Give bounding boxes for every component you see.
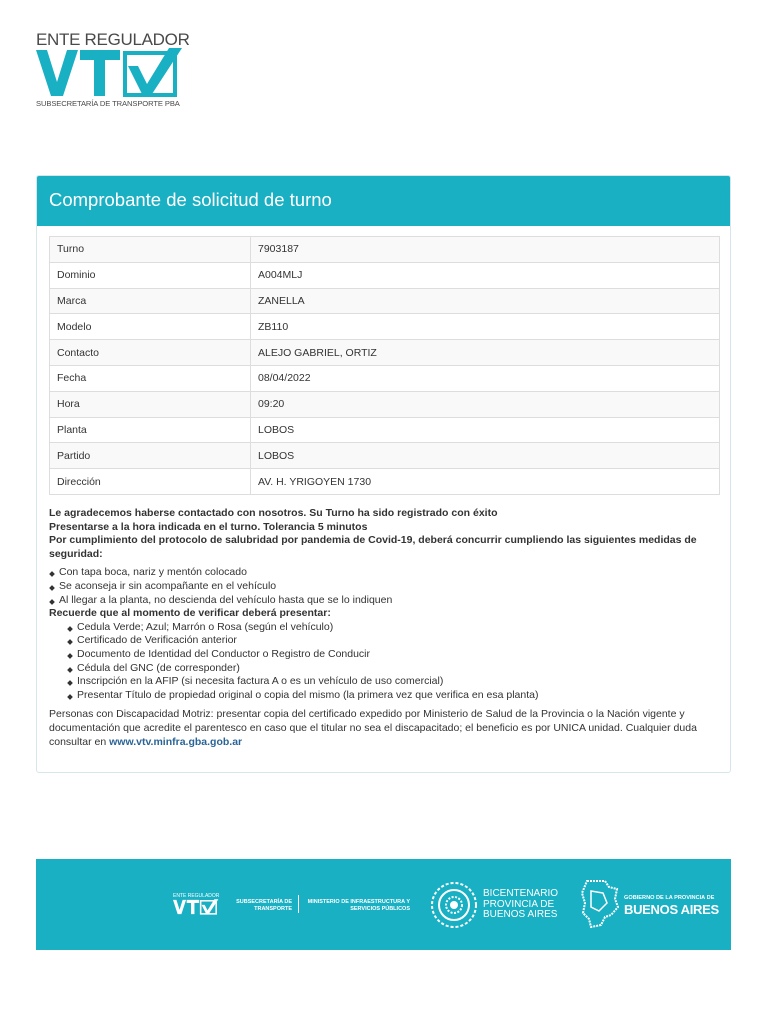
bicentenario-text <box>483 889 558 921</box>
row-label: Partido <box>50 443 251 469</box>
buenos-aires-text: BUENOS AIRES <box>624 902 719 917</box>
logo-subsecretaria: SUBSECRETARÍA DE TRANSPORTE PBA <box>36 99 180 108</box>
row-label: Fecha <box>50 365 251 391</box>
covid-text: Por cumplimiento del protocolo de salubridad por pandemia de Covid-19, deberá concurrir cumpliendo las siguientes medidas de seguridad: <box>49 534 697 560</box>
list-item: Con tapa boca, nariz y mentón colocado <box>49 566 721 580</box>
list-item: Se aconseja ir sin acompañante en el vehículo <box>49 580 721 594</box>
row-label: Modelo <box>50 314 251 340</box>
documents-list <box>49 621 721 703</box>
list-item: Presentar Título de propiedad original o copia del mismo (la primera vez que verifica en esa planta) <box>67 689 721 703</box>
row-label: Dirección <box>50 469 251 495</box>
bicentenario-line-3: BUENOS AIRES <box>483 909 558 920</box>
row-value: ZB110 <box>251 314 720 340</box>
logo-ente-regulador: ENTE REGULADOR <box>36 30 190 49</box>
table-row <box>50 391 720 417</box>
vtv-logo <box>36 30 190 112</box>
row-label: Dominio <box>50 262 251 288</box>
bicentenario-emblem-icon <box>429 880 479 930</box>
footer-banner <box>36 859 731 950</box>
row-label: Hora <box>50 391 251 417</box>
table-row <box>50 443 720 469</box>
row-value: 08/04/2022 <box>251 365 720 391</box>
table-row <box>50 262 720 288</box>
row-value: AV. H. YRIGOYEN 1730 <box>251 469 720 495</box>
table-row <box>50 288 720 314</box>
row-label: Contacto <box>50 340 251 366</box>
list-item: Al llegar a la planta, no descienda del vehículo hasta que se lo indiquen <box>49 594 721 608</box>
table-row <box>50 314 720 340</box>
row-value: ALEJO GABRIEL, ORTIZ <box>251 340 720 366</box>
footer-divider <box>298 895 299 913</box>
footer-subsecretaria: SUBSECRETARÍA DE TRANSPORTE <box>236 899 292 912</box>
province-map-icon <box>581 879 619 929</box>
row-label: Planta <box>50 417 251 443</box>
covid-list <box>49 566 721 607</box>
row-value: LOBOS <box>251 417 720 443</box>
vtv-website-link[interactable]: www.vtv.minfra.gba.gob.ar <box>109 735 243 748</box>
row-value: A004MLJ <box>251 262 720 288</box>
table-row <box>50 469 720 495</box>
card-title: Comprobante de solicitud de turno <box>49 189 332 210</box>
arrive-text: Presentarse a la hora indicada en el turno. Tolerancia 5 minutos <box>49 520 368 533</box>
remember-text: Recuerde que al momento de verificar deberá presentar: <box>49 607 331 620</box>
row-value: 7903187 <box>251 237 720 263</box>
list-item: Documento de Identidad del Conductor o Registro de Conducir <box>67 648 721 662</box>
thanks-text: Le agradecemos haberse contactado con nosotros. Su Turno ha sido registrado con éxito <box>49 507 498 519</box>
list-item: Cédula del GNC (de corresponder) <box>67 662 721 676</box>
gobierno-text: GOBIERNO DE LA PROVINCIA DE <box>624 895 715 901</box>
footer-ministerio: MINISTERIO DE INFRAESTRUCTURA Y SERVICIOS PÚBLICOS <box>307 899 410 912</box>
footer-vtv-mark <box>173 899 219 915</box>
list-item: Certificado de Verificación anterior <box>67 634 721 648</box>
bicentenario-line-1: BICENTENARIO <box>483 888 559 899</box>
row-value: 09:20 <box>251 391 720 417</box>
table-row <box>50 417 720 443</box>
notes-section <box>49 507 721 749</box>
row-label: Marca <box>50 288 251 314</box>
disability-text: Personas con Discapacidad Motriz: presentar copia del certificado expedido por Ministerio de Salud de la Provincia o la Nación vigente y documentación que acredite el parentesco en caso que el titular no sea el discapacitado; el beneficio es por UNICA unidad. Cualquier duda consultar en <box>49 708 697 748</box>
list-item: Cedula Verde; Azul; Marrón o Rosa (según el vehículo) <box>67 621 721 635</box>
disability-note <box>49 708 721 749</box>
turno-details-table <box>49 236 720 495</box>
footer-vtv-logo <box>173 893 223 917</box>
row-value: ZANELLA <box>251 288 720 314</box>
footer-vtv-top-text: ENTE REGULADOR <box>173 893 220 899</box>
list-item: Inscripción en la AFIP (si necesita factura A o es un vehículo de uso comercial) <box>67 675 721 689</box>
row-value: LOBOS <box>251 443 720 469</box>
row-label: Turno <box>50 237 251 263</box>
table-row <box>50 365 720 391</box>
table-row <box>50 340 720 366</box>
vtv-logo-mark <box>36 48 184 98</box>
bicentenario-line-2: PROVINCIA DE <box>483 898 555 910</box>
card-header <box>37 176 730 226</box>
turno-card <box>36 175 731 773</box>
table-row <box>50 237 720 263</box>
